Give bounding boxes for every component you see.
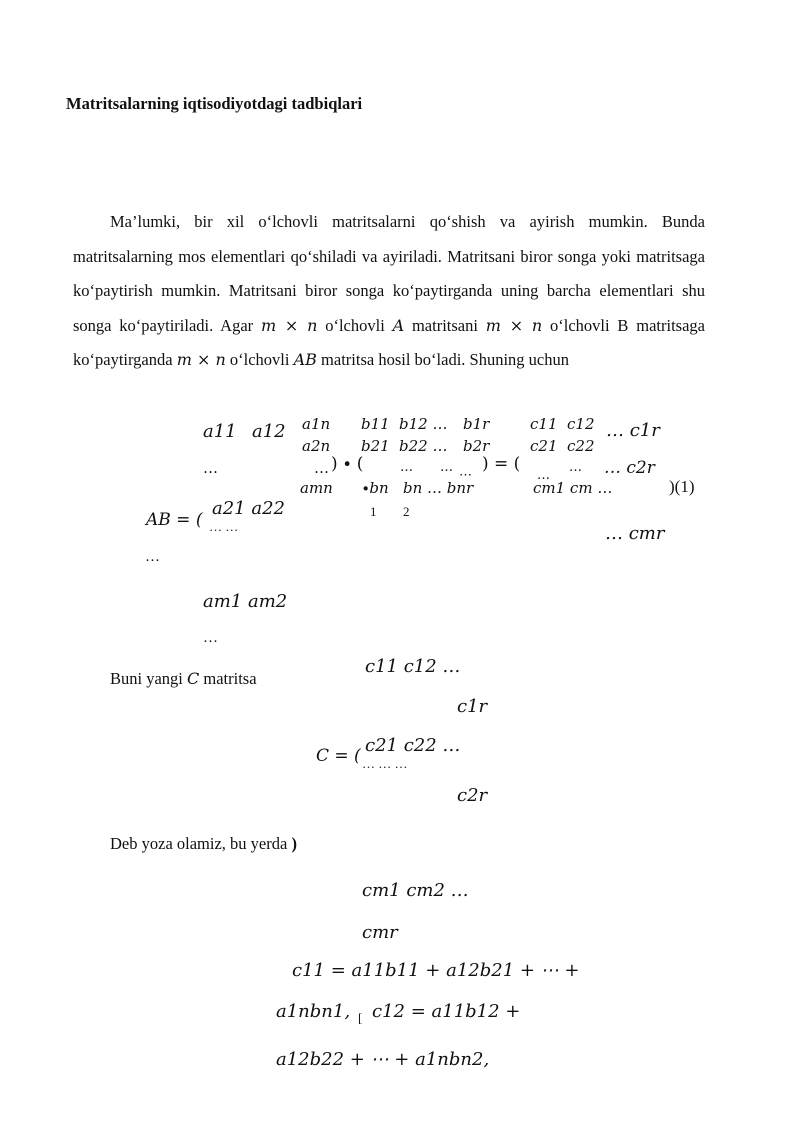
math-dots: …	[203, 630, 218, 646]
math-c21: 𝑐21	[530, 437, 558, 455]
math-c1r: 𝑐1𝑟	[457, 696, 488, 717]
math-AB: 𝐴𝐵	[293, 350, 317, 369]
math-am1-am2: 𝑎𝑚1 𝑎𝑚2	[203, 591, 288, 612]
math-dots: …	[440, 460, 453, 475]
math-b21: 𝑏21	[361, 437, 390, 455]
math-c-row1: 𝑐11 𝑐12 …	[365, 656, 461, 677]
math-dots: …	[537, 468, 550, 483]
equation-label: )(1)	[669, 477, 695, 496]
math-c11-formula: 𝑐11 = 𝑎11𝑏11 + 𝑎12𝑏21 + ⋯ +	[292, 960, 580, 981]
math-m-times-n: 𝑚 × 𝑛	[260, 315, 318, 335]
math-subscript: 1	[370, 504, 377, 519]
math-c2r: 𝑐2𝑟	[457, 785, 488, 806]
math-bn1: ∙𝑏𝑛	[362, 479, 389, 497]
math-b22: 𝑏22 …	[399, 437, 448, 455]
math-a1n: 𝑎1𝑛	[302, 415, 331, 433]
math-dots-cmr: … 𝑐𝑚𝑟	[605, 523, 665, 544]
text: Deb yoza olamiz, bu yerda	[110, 834, 292, 853]
math-c12-formula-cont: 𝑎12𝑏22 + ⋯ + 𝑎1𝑛𝑏𝑛2,	[276, 1049, 490, 1070]
math-b2r: 𝑏2𝑟	[463, 437, 490, 455]
math-AB-equals: 𝐴𝐵 = (	[146, 510, 203, 530]
paragraph-text: o‘lchovli	[225, 350, 294, 369]
math-dots: … … …	[362, 756, 408, 771]
math-dots: …	[314, 459, 329, 477]
math-a2n: 𝑎2𝑛	[302, 437, 331, 455]
math-cmr: 𝑐𝑚𝑟	[362, 922, 398, 943]
math-b11: 𝑏11	[361, 415, 390, 433]
page-title: Matritsalarning iqtisodiyotdagi tadbiqlari	[66, 94, 363, 113]
math-m-times-n: 𝑚 × 𝑛	[176, 350, 226, 369]
paragraph-text: Ma’lumki, bir xil o‘lchovli matritsalarni qo‘shish va ayirish mumkin. Bunda matritsalarning mos elementlari qo‘shiladi va ayiriladi. Matritsani biror songa yoki matritsaga ko‘paytirish mumkin. Matritsani biror songa ko‘paytirganda uning barcha elementlari shu songa ko‘paytiriladi. Agar	[73, 212, 705, 335]
math-dots: … …	[209, 519, 239, 534]
math-cm: 𝑐𝑚1 𝑐𝑚 …	[533, 479, 613, 497]
text: Buni yangi	[110, 669, 187, 688]
math-c-row2: 𝑐21 𝑐22 …	[365, 735, 461, 756]
math-a21-a22: 𝑎21 𝑎22	[212, 498, 285, 519]
math-paren: )	[291, 834, 297, 853]
math-brace: [	[358, 1010, 363, 1025]
text: matritsa	[199, 669, 257, 688]
math-c22: 𝑐22	[567, 437, 595, 455]
math-c11: 𝑐11	[530, 415, 558, 433]
math-b1r: 𝑏1𝑟	[463, 415, 490, 433]
math-dots-c1r: … 𝑐1𝑟	[606, 420, 660, 441]
math-c-rowm: 𝑐𝑚1 𝑐𝑚2 …	[362, 880, 469, 901]
text-line	[110, 669, 257, 689]
math-a1n-bn1: 𝑎1𝑛𝑏𝑛1,	[276, 1001, 351, 1022]
math-subscript: 2	[403, 504, 410, 519]
math-a12: 𝑎12	[252, 421, 286, 442]
paragraph-text: matritsani	[404, 315, 486, 335]
paragraph-text: matritsa hosil bo‘ladi. Shuning uchun	[316, 350, 569, 369]
math-amn: 𝑎𝑚𝑛	[300, 479, 333, 497]
text-line	[110, 834, 297, 854]
math-C-equals: 𝐶 = (	[316, 746, 361, 766]
math-A: 𝐴	[392, 315, 405, 335]
math-dots: ⋯	[459, 468, 472, 483]
math-bn2: 𝑏𝑛 … 𝑏𝑛𝑟	[403, 479, 474, 497]
math-dots: …	[203, 459, 218, 477]
math-C: 𝐶	[187, 669, 200, 688]
math-dots-c2r: … 𝑐2𝑟	[604, 458, 655, 478]
math-operator: ) = (	[482, 454, 521, 474]
math-b12: 𝑏12 …	[399, 415, 448, 433]
math-a11: 𝑎11	[203, 421, 237, 442]
paragraph-text: o‘lchovli B matritsaga ko‘paytirganda	[73, 315, 705, 369]
math-dots: …	[145, 549, 160, 565]
paragraph-text: o‘lchovli	[317, 315, 393, 335]
math-c12-formula: 𝑐12 = 𝑎11𝑏12 +	[372, 1001, 521, 1022]
math-operator: ) ∙ (	[331, 454, 364, 474]
math-m-times-n: 𝑚 × 𝑛	[485, 315, 543, 335]
math-c12: 𝑐12	[567, 415, 595, 433]
intro-paragraph	[73, 205, 705, 378]
math-dots: …	[569, 460, 582, 475]
math-dots: …	[400, 460, 413, 475]
